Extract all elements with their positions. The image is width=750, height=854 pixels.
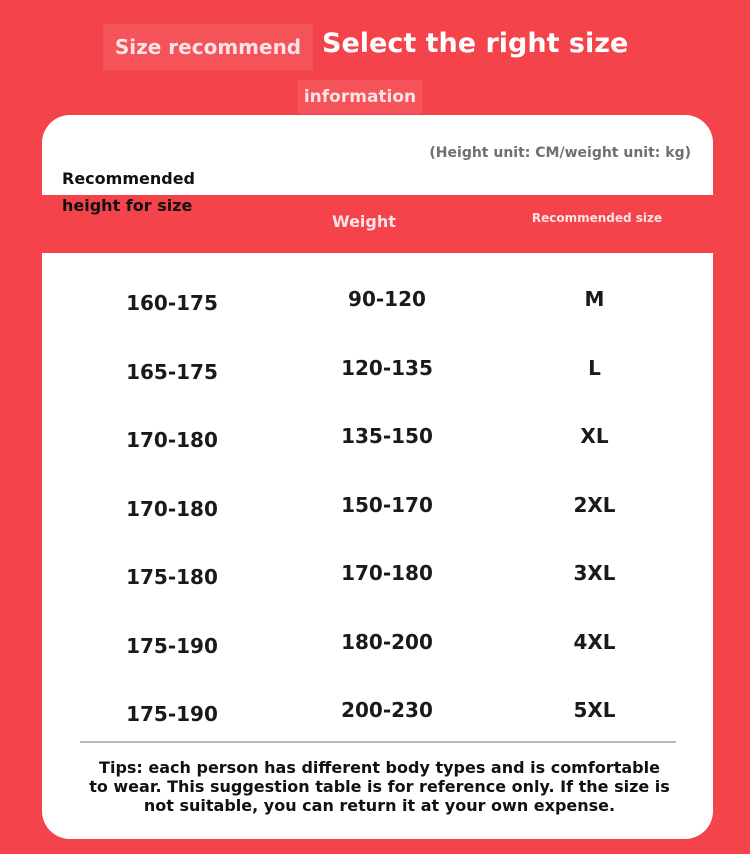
height-cell: 165-175 [126, 359, 218, 384]
tips-text: Tips: each person has different body types and is comfortable to wear. This suggestion table is for reference only. If the size is not suitable, you can return it at your own expense. [89, 758, 670, 815]
size-table-body [42, 265, 713, 745]
weight-cell: 180-200 [341, 629, 433, 654]
weight-cell: 120-135 [341, 355, 433, 380]
size-cell: XL [580, 424, 609, 448]
size-recommend-label: Size recommend [103, 24, 313, 70]
size-chart-card [42, 115, 713, 839]
weight-cell: 135-150 [341, 424, 433, 448]
table-row [42, 265, 713, 334]
table-row [42, 608, 713, 677]
size-cell: 5XL [573, 698, 616, 722]
table-row [42, 334, 713, 403]
table-row [42, 539, 713, 608]
size-cell: L [588, 355, 601, 380]
unit-note: (Height unit: CM/weight unit: kg) [429, 145, 691, 161]
divider [80, 741, 676, 743]
table-row [42, 471, 713, 540]
column-header-weight: Weight [332, 212, 396, 231]
column-header-size: Recommended size [531, 211, 663, 225]
table-row [42, 676, 713, 745]
page-title: Select the right size [322, 28, 629, 59]
size-cell: 2XL [573, 492, 616, 517]
size-cell: 3XL [573, 561, 616, 585]
table-row [42, 402, 713, 471]
height-cell: 175-190 [126, 633, 218, 658]
weight-cell: 150-170 [341, 492, 433, 517]
weight-cell: 90-120 [348, 287, 426, 311]
height-cell: 175-190 [126, 702, 218, 726]
weight-cell: 200-230 [341, 698, 433, 722]
height-cell: 170-180 [126, 496, 218, 521]
column-header-height: Recommended height for size [62, 169, 195, 215]
information-label: information [298, 80, 422, 114]
size-cell: M [584, 287, 605, 311]
height-cell: 160-175 [126, 291, 218, 315]
weight-cell: 170-180 [341, 561, 433, 585]
height-cell: 175-180 [126, 565, 218, 589]
size-cell: 4XL [573, 629, 616, 654]
height-cell: 170-180 [126, 428, 218, 452]
